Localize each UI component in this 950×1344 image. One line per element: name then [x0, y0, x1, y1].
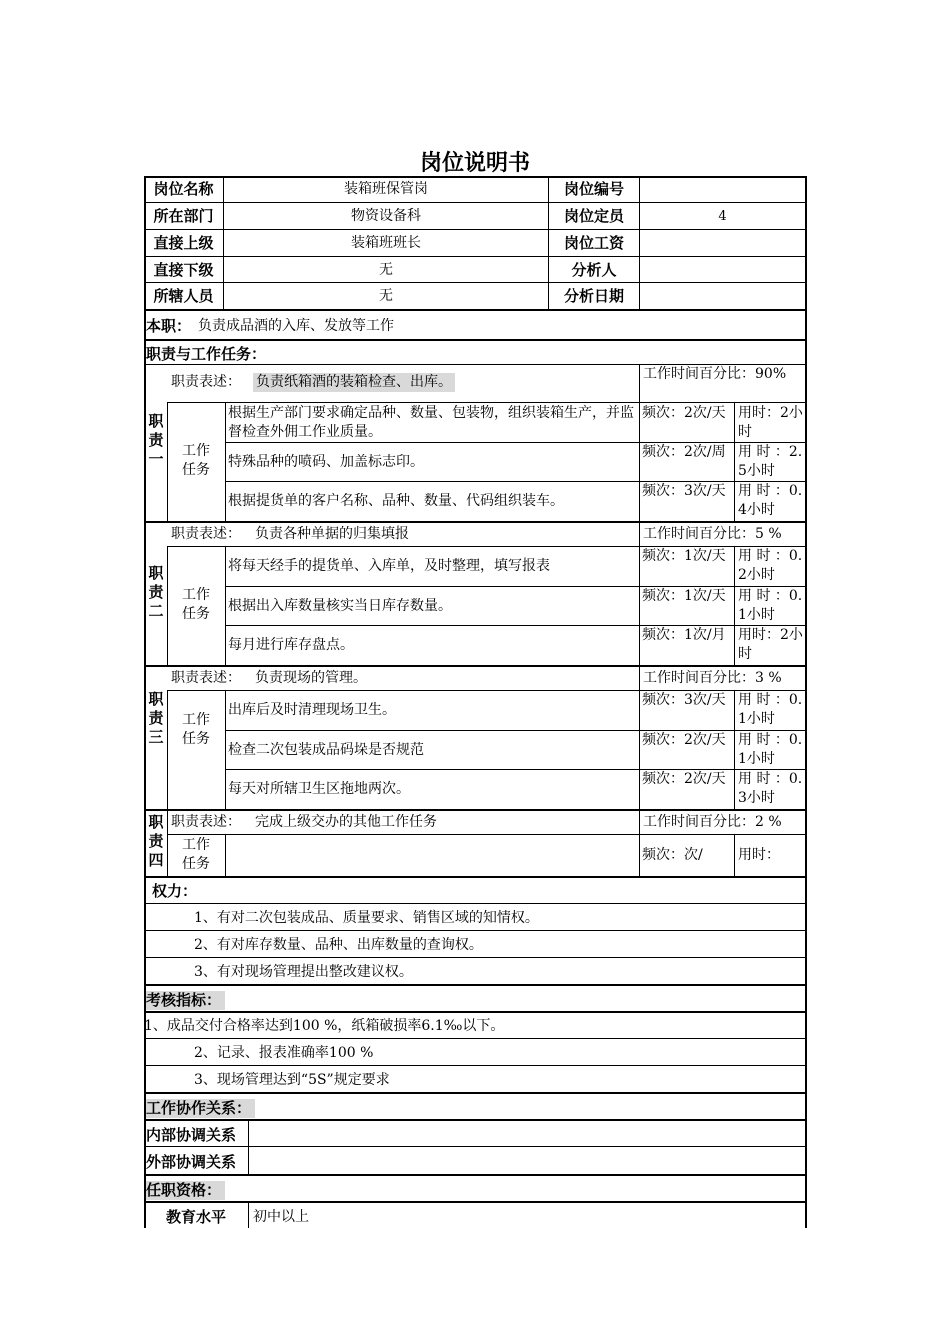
duty-3-task-1-freq: 频次：3次/天: [642, 692, 726, 708]
duty-1-task-label: 工作任务: [182, 443, 210, 478]
duty-3-task-3: 每天对所辖卫生区拖地两次。: [228, 781, 410, 797]
duty-2-pct: 工作时间百分比：5 %: [643, 526, 782, 542]
kpi-item-2: 2、记录、报表准确率100 %: [194, 1045, 374, 1061]
duty-4-pct: 工作时间百分比：2 %: [643, 814, 782, 830]
label-direct-subordinate: 直接下级: [153, 261, 214, 279]
duty-2-task-2-time: 用 时 ：0.1小时: [738, 588, 803, 623]
duty-2-task-2: 根据出入库数量核实当日库存数量。: [228, 598, 452, 614]
duty-4-task-1-time: 用时：: [738, 847, 780, 863]
label-department: 所在部门: [153, 207, 214, 225]
duty-2-task-3-time: 用时：2小时: [738, 627, 803, 662]
kpi-heading: 考核指标：: [146, 991, 225, 1010]
value-staff: 无: [379, 288, 393, 304]
duty-3-task-1-time: 用 时 ：0.1小时: [738, 692, 803, 727]
duty-2-task-1-time: 用 时 ：0.2小时: [738, 548, 803, 583]
duty-2-task-label: 工作任务: [182, 587, 210, 622]
power-heading: 权力：: [152, 882, 198, 900]
duty-3-task-3-freq: 频次：2次/天: [642, 771, 726, 787]
document-title: 岗位说明书: [419, 151, 530, 176]
duty-2-desc: 负责各种单据的归集填报: [255, 526, 409, 542]
education-label: 教育水平: [165, 1208, 226, 1226]
duty-1-desc-label: 职责表述：: [171, 374, 241, 390]
duty-1-desc: 负责纸箱酒的装箱检查、出库。: [253, 373, 455, 392]
label-position-code: 岗位编号: [563, 180, 624, 198]
label-position-name: 岗位名称: [153, 180, 214, 198]
power-item-2: 2、有对库存数量、品种、出库数量的查询权。: [194, 937, 483, 953]
duty-3-task-2: 检查二次包装成品码垛是否规范: [228, 742, 424, 758]
power-item-3: 3、有对现场管理提出整改建议权。: [194, 964, 413, 980]
duty-1-pct: 工作时间百分比：90%: [643, 366, 787, 382]
power-item-1: 1、有对二次包装成品、质量要求、销售区域的知情权。: [194, 910, 539, 926]
duty-2-task-2-freq: 频次：1次/天: [642, 588, 726, 604]
duty-2-task-1: 将每天经手的提货单、入库单，及时整理，填写报表: [228, 558, 550, 574]
value-direct-superior: 装箱班班长: [351, 235, 421, 251]
label-salary: 岗位工资: [563, 234, 624, 252]
duty-1-task-1: 根据生产部门要求确定品种、数量、包装物，组织装箱生产，并监督检查外佣工作业质量。: [228, 405, 634, 440]
label-analyst: 分析人: [571, 261, 617, 279]
duty-3-desc: 负责现场的管理。: [255, 670, 367, 686]
duty-3-task-2-freq: 频次：2次/天: [642, 732, 726, 748]
qualification-heading: 任职资格：: [146, 1181, 225, 1200]
duty-3-name: 职责三: [148, 690, 164, 746]
label-direct-superior: 直接上级: [153, 234, 214, 252]
duty-2-name: 职责二: [148, 564, 164, 620]
value-position-name: 装箱班保管岗: [344, 181, 428, 197]
duty-2-desc-label: 职责表述：: [171, 526, 241, 542]
duty-1-task-1-time: 用时：2小时: [738, 405, 803, 440]
duty-1-task-2-freq: 频次：2次/周: [642, 444, 726, 460]
cooperation-heading: 工作协作关系：: [146, 1099, 255, 1118]
job-description-table: [144, 176, 807, 1228]
label-headcount: 岗位定员: [563, 207, 624, 225]
value-headcount: 4: [718, 209, 727, 224]
duty-4-task-1-freq: 频次：次/: [642, 847, 703, 863]
duty-4-desc-label: 职责表述：: [171, 814, 241, 830]
duties-heading: 职责与工作任务：: [146, 345, 267, 363]
benzhi-text: 负责成品酒的入库、发放等工作: [198, 318, 394, 334]
internal-coordination-label: 内部协调关系: [146, 1126, 237, 1144]
duty-3-task-2-time: 用 时 ：0.1小时: [738, 732, 803, 767]
label-analysis-date: 分析日期: [563, 287, 624, 305]
duty-2-task-3: 每月进行库存盘点。: [228, 637, 354, 653]
duty-1-task-3: 根据提货单的客户名称、品种、数量、代码组织装车。: [228, 493, 564, 509]
duty-3-pct: 工作时间百分比：3 %: [643, 670, 782, 686]
duty-2-task-1-freq: 频次：1次/天: [642, 548, 726, 564]
benzhi-label: 本职：: [146, 317, 192, 335]
duty-1-task-3-freq: 频次：3次/天: [642, 483, 726, 499]
kpi-item-1: 1、成品交付合格率达到100 %，纸箱破损率6.1‰以下。: [144, 1018, 505, 1034]
duty-3-task-label: 工作任务: [182, 712, 210, 747]
kpi-item-3: 3、现场管理达到“5S”规定要求: [194, 1072, 390, 1088]
duty-1-task-3-time: 用 时 ：0.4小时: [738, 483, 803, 518]
duty-2-task-3-freq: 频次：1次/月: [642, 627, 726, 643]
duty-3-desc-label: 职责表述：: [171, 670, 241, 686]
duty-3-task-1: 出库后及时清理现场卫生。: [228, 702, 396, 718]
value-department: 物资设备科: [351, 208, 421, 224]
external-coordination-label: 外部协调关系: [146, 1153, 237, 1171]
duty-3-task-3-time: 用 时 ：0.3小时: [738, 771, 803, 806]
duty-4-desc: 完成上级交办的其他工作任务: [255, 814, 437, 830]
duty-1-task-2: 特殊品种的喷码、加盖标志印。: [228, 454, 424, 470]
duty-1-task-1-freq: 频次：2次/天: [642, 405, 726, 421]
label-staff: 所辖人员: [153, 287, 214, 305]
duty-1-task-2-time: 用 时 ：2.5小时: [738, 444, 803, 479]
value-direct-subordinate: 无: [379, 262, 393, 278]
duty-4-name: 职责四: [148, 813, 164, 869]
duty-1-name: 职责一: [148, 412, 164, 468]
duty-4-task-label: 工作任务: [182, 837, 210, 872]
education-value: 初中以上: [253, 1209, 309, 1225]
